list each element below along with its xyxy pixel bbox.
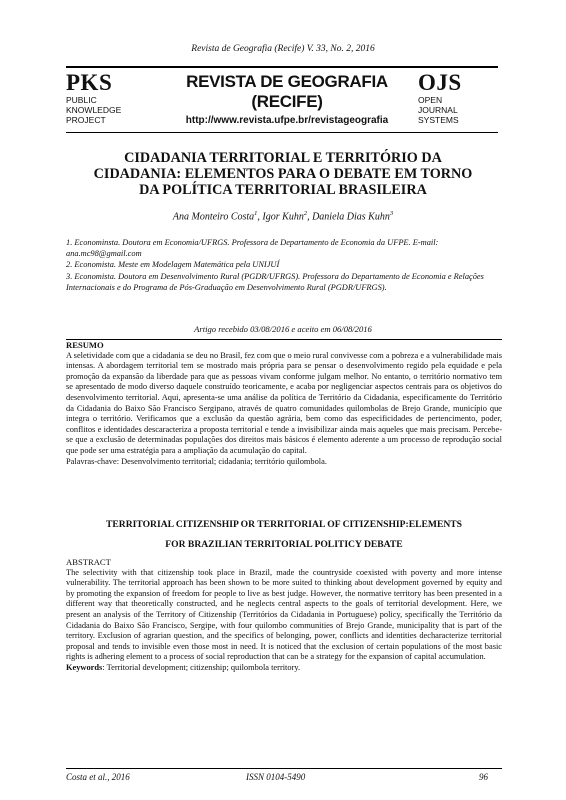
abstract-heading: ABSTRACT <box>66 557 111 567</box>
affiliation-item: 1. Econominsta. Doutora em Economia/UFRGS. Professora de Departamento de Economia da UFPE. E-mail: ana.mc98@gmail.com <box>66 238 439 259</box>
title-line: DA POLÍTICA TERRITORIAL BRASILEIRA <box>139 182 427 198</box>
journal-name-block <box>162 72 412 126</box>
abstract-text: The selectivity with that citizenship took place in Brazil, made the countryside coexisted with poverty and more intense vulnerability. The territorial approach has been shown to be more suited to thinking about development governed by equity and by promoting the expansion of freedom for people to live as best judge. However, the normative territory has been presented in a different way that theoretically constructed, and he neglects central aspects to the goals of territorial development. Here, we present an analysis of the Territory of Citizenship (Territórios da Cidadania in Portuguese) policy, specifically the Território da Cidadania do Baixo São Francisco, Sergipe, with four quilombo communities of Brejo Grande, municipality that is part of the territory. Exclusion of agrarian question, and the specifics of belonging, power, conflicts and identities decharacterize territorial proposal and tends to invisible even those most in need. It is noticed that the exclusion of certain populations of the most basic rights is adhering element to a process of social reproduction that can be a strategy for the expansion of capital accumulation. <box>66 567 502 662</box>
author-name: Ana Monteiro Costa <box>172 211 255 223</box>
footer-issn: ISSN 0104-5490 <box>246 772 306 782</box>
pks-line-2: KNOWLEDGE <box>66 105 122 115</box>
resumo-text: A seletividade com que a cidadania se deu no Brasil, fez com que o meio rural convivesse com a pobreza e a vulnerabilidade mais intensas. A abordagem territorial tem se mostrado mais própria para se pensar o desenvolvimento regido pela equidade e pela promoção da expansão da liberdade para que as pessoas vivam conforme julgam melhor. No entanto, o território normativo tem se apresentado de modo diverso daquele construído teoricamente, e acaba por negligenciar aspectos centrais para os objetivos do desenvolvimento territorial. Aqui, apresenta-se uma análise da política de Território da Cidadania, especificamente do Território da Cidadania do Baixo São Francisco Sergipano, através de quatro comunidades quilombolas de Brejo Grande, município que integra o território. Verificamos que a exclusão da questão agrária, bem como das especificidades de pertencimento, poder, conflitos e identidades descaracteriza a proposta territorial e tende a invisibilizar ainda mais aqueles que mais precisam. Percebe-se que a exclusão de determinadas populações dos direitos mais básicos é elemento aderente a um processo de reprodução social que pode ser uma estratégia para a ampliação da acumulação do capital. <box>66 350 502 455</box>
page-number: 96 <box>479 772 488 782</box>
affiliation-item: 2. Economista. Meste em Modelagem Matemática pela UNIJUÍ <box>66 260 280 270</box>
title-line: CIDADANIA: ELEMENTOS PARA O DEBATE EM TORNO <box>93 166 473 182</box>
english-title-line: TERRITORIAL CITIZENSHIP OR TERRITORIAL OF CITIZENSHIP:ELEMENTS <box>105 519 463 530</box>
pks-line-3: PROJECT <box>66 115 106 125</box>
affiliation-item: 3. Economista. Doutora em Desenvolvimento Rural (PGDR/UFRGS). Professora do Departamento de Economia e Relações Internacionais e do Programa de Pós-Graduação em Desenvolvimento Rural (PGDR/UFRGS). <box>66 271 484 292</box>
journal-masthead <box>66 66 498 133</box>
author-list: Ana Monteiro Costa$^1$, Igor Kuhn$^2$, Daniela Dias Kuhn$^3$ <box>172 210 394 223</box>
author-sup: 1 <box>254 210 258 217</box>
resumo-section <box>66 339 502 467</box>
english-title <box>66 515 502 555</box>
journal-name-line-1: REVISTA DE GEOGRAFIA <box>186 72 388 91</box>
footer-citation: Costa et al., 2016 <box>66 772 130 782</box>
article-title <box>60 150 506 198</box>
author-name: Daniela Dias Kuhn <box>312 211 390 223</box>
ojs-line-3: SYSTEMS <box>418 115 459 125</box>
author-name: Igor Kuhn <box>262 211 304 223</box>
ojs-line-1: OPEN <box>418 95 443 105</box>
english-title-line: FOR BRAZILIAN TERRITORIAL POLITICY DEBATE <box>165 539 403 550</box>
resumo-heading: RESUMO <box>66 340 104 350</box>
abstract-keywords <box>66 663 502 674</box>
journal-name-line-2: (RECIFE) <box>251 92 323 111</box>
journal-url-link[interactable]: http://www.revista.ufpe.br/revistageografia <box>185 115 389 126</box>
author-sup: 2 <box>303 210 308 217</box>
title-line: CIDADANIA TERRITORIAL E TERRITÓRIO DA <box>124 150 442 166</box>
keywords-text: : Territorial development; citizenship; quilombola territory. <box>102 662 301 672</box>
ojs-line-2: JOURNAL <box>418 105 458 115</box>
ojs-logo-block <box>418 72 498 125</box>
pks-logo-block <box>66 72 148 125</box>
page-footer <box>66 768 502 786</box>
resumo-keywords: Palavras-chave: Desenvolvimento territorial; cidadania; território quilombola. <box>66 456 327 466</box>
author-sup: 3 <box>389 210 394 217</box>
abstract-section <box>66 557 502 674</box>
ojs-logo-text: OJS <box>418 70 462 95</box>
pks-line-1: PUBLIC <box>66 95 97 105</box>
journal-reference: Revista de Geografia (Recife) V. 33, No. 2, 2016 <box>191 44 375 54</box>
keywords-label: Keywords <box>66 662 103 672</box>
received-date: Artigo recebido 03/08/2016 e aceito em 06/08/2016 <box>194 324 372 334</box>
affiliations <box>66 237 502 293</box>
pks-logo-text: PKS <box>66 70 113 95</box>
